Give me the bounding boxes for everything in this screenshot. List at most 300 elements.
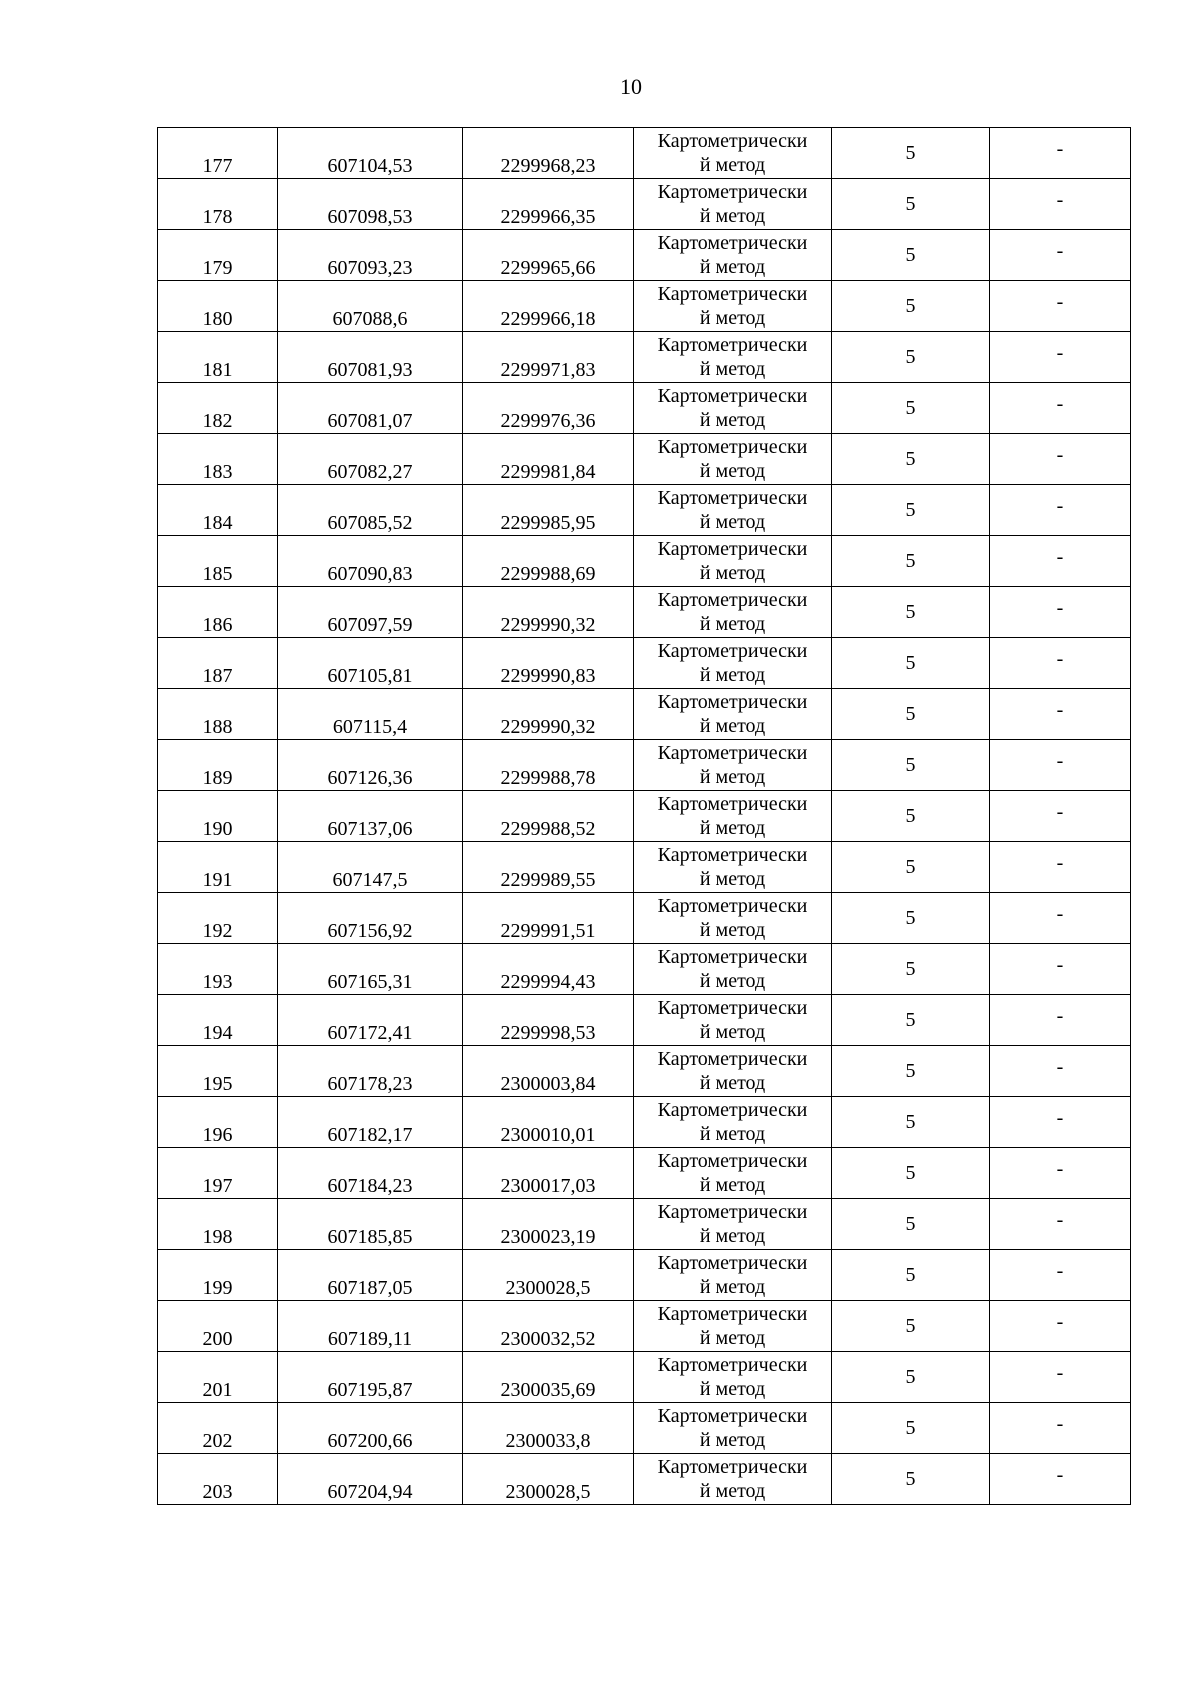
x-coordinate-cell-text: 607187,05 (327, 1277, 413, 1299)
point-number-cell-text: 202 (202, 1430, 233, 1452)
x-coordinate-cell-text: 607156,92 (327, 920, 413, 942)
y-coordinate-cell-text: 2299990,32 (500, 614, 596, 636)
y-coordinate-cell-text: 2299976,36 (500, 410, 596, 432)
y-coordinate-cell (463, 485, 634, 536)
method-cell (634, 740, 832, 791)
precision-cell (832, 740, 990, 791)
method-cell (634, 1046, 832, 1097)
precision-cell-text: 5 (905, 550, 916, 572)
point-number-cell (158, 1046, 278, 1097)
precision-cell (832, 791, 990, 842)
precision-cell-text: 5 (905, 1009, 916, 1031)
x-coordinate-cell (278, 1403, 463, 1454)
note-cell (990, 1454, 1131, 1505)
method-cell-text: Картометрически й метод (657, 1252, 808, 1298)
note-cell-text: - (1056, 1464, 1064, 1486)
x-coordinate-cell-text: 607082,27 (327, 461, 413, 483)
x-coordinate-cell-text: 607115,4 (332, 716, 408, 738)
x-coordinate-cell-text: 607184,23 (327, 1175, 413, 1197)
point-number-cell (158, 1352, 278, 1403)
point-number-cell-text: 188 (202, 716, 233, 738)
method-cell (634, 791, 832, 842)
y-coordinate-cell-text: 2299994,43 (500, 971, 596, 993)
x-coordinate-cell-text: 607126,36 (327, 767, 413, 789)
y-coordinate-cell-text: 2299985,95 (500, 512, 596, 534)
method-cell (634, 281, 832, 332)
point-number-cell (158, 587, 278, 638)
point-number-cell (158, 485, 278, 536)
precision-cell (832, 1454, 990, 1505)
point-number-cell (158, 332, 278, 383)
point-number-cell-text: 200 (202, 1328, 233, 1350)
method-cell-text: Картометрически й метод (657, 997, 808, 1043)
note-cell (990, 1148, 1131, 1199)
note-cell-text: - (1056, 342, 1064, 364)
note-cell-text: - (1056, 393, 1064, 415)
y-coordinate-cell (463, 536, 634, 587)
x-coordinate-cell-text: 607088,6 (332, 308, 408, 330)
method-cell-text: Картометрически й метод (657, 1099, 808, 1145)
point-number-cell-text: 187 (202, 665, 233, 687)
x-coordinate-cell-text: 607178,23 (327, 1073, 413, 1095)
note-cell-text: - (1056, 495, 1064, 517)
y-coordinate-cell-text: 2300017,03 (500, 1175, 596, 1197)
point-number-cell (158, 1097, 278, 1148)
precision-cell-text: 5 (905, 1468, 916, 1490)
x-coordinate-cell-text: 607137,06 (327, 818, 413, 840)
y-coordinate-cell-text: 2300023,19 (500, 1226, 596, 1248)
method-cell-text: Картометрически й метод (657, 1354, 808, 1400)
x-coordinate-cell (278, 485, 463, 536)
point-number-cell-text: 180 (202, 308, 233, 330)
point-number-cell-text: 192 (202, 920, 233, 942)
y-coordinate-cell-text: 2300028,5 (505, 1481, 591, 1503)
point-number-cell (158, 179, 278, 230)
x-coordinate-cell (278, 536, 463, 587)
y-coordinate-cell (463, 587, 634, 638)
x-coordinate-cell (278, 128, 463, 179)
x-coordinate-cell-text: 607185,85 (327, 1226, 413, 1248)
y-coordinate-cell-text: 2299988,78 (500, 767, 596, 789)
precision-cell-text: 5 (905, 1366, 916, 1388)
precision-cell (832, 230, 990, 281)
y-coordinate-cell (463, 1454, 634, 1505)
precision-cell (832, 893, 990, 944)
precision-cell (832, 281, 990, 332)
precision-cell (832, 1097, 990, 1148)
table-row (158, 791, 1131, 842)
x-coordinate-cell-text: 607200,66 (327, 1430, 413, 1452)
x-coordinate-cell-text: 607097,59 (327, 614, 413, 636)
y-coordinate-cell-text: 2299968,23 (500, 155, 596, 177)
y-coordinate-cell-text: 2299990,32 (500, 716, 596, 738)
table-row (158, 1250, 1131, 1301)
method-cell-text: Картометрически й метод (657, 1456, 808, 1502)
point-number-cell (158, 128, 278, 179)
point-number-cell-text: 190 (202, 818, 233, 840)
method-cell (634, 1403, 832, 1454)
y-coordinate-cell (463, 1046, 634, 1097)
x-coordinate-cell-text: 607081,93 (327, 359, 413, 381)
y-coordinate-cell (463, 1097, 634, 1148)
note-cell-text: - (1056, 1362, 1064, 1384)
method-cell-text: Картометрически й метод (657, 1201, 808, 1247)
method-cell-text: Картометрически й метод (657, 283, 808, 329)
point-number-cell (158, 1403, 278, 1454)
x-coordinate-cell (278, 1046, 463, 1097)
note-cell-text: - (1056, 1260, 1064, 1282)
x-coordinate-cell (278, 995, 463, 1046)
point-number-cell-text: 199 (202, 1277, 233, 1299)
note-cell (990, 179, 1131, 230)
method-cell (634, 944, 832, 995)
method-cell-text: Картометрически й метод (657, 1303, 808, 1349)
x-coordinate-cell (278, 1301, 463, 1352)
note-cell-text: - (1056, 1311, 1064, 1333)
x-coordinate-cell-text: 607189,11 (327, 1328, 413, 1350)
method-cell (634, 179, 832, 230)
table-row (158, 281, 1131, 332)
precision-cell-text: 5 (905, 346, 916, 368)
method-cell (634, 638, 832, 689)
table-row (158, 536, 1131, 587)
note-cell (990, 281, 1131, 332)
method-cell (634, 995, 832, 1046)
y-coordinate-cell (463, 740, 634, 791)
y-coordinate-cell (463, 1301, 634, 1352)
y-coordinate-cell (463, 995, 634, 1046)
method-cell (634, 434, 832, 485)
y-coordinate-cell-text: 2299989,55 (500, 869, 596, 891)
note-cell (990, 383, 1131, 434)
method-cell (634, 1352, 832, 1403)
table-row (158, 1046, 1131, 1097)
method-cell-text: Картометрически й метод (657, 1048, 808, 1094)
y-coordinate-cell-text: 2300003,84 (500, 1073, 596, 1095)
y-coordinate-cell (463, 1148, 634, 1199)
y-coordinate-cell (463, 893, 634, 944)
table-row (158, 179, 1131, 230)
method-cell-text: Картометрически й метод (657, 334, 808, 380)
note-cell (990, 1301, 1131, 1352)
note-cell (990, 587, 1131, 638)
point-number-cell (158, 1250, 278, 1301)
note-cell (990, 1097, 1131, 1148)
x-coordinate-cell (278, 434, 463, 485)
note-cell (990, 1352, 1131, 1403)
point-number-cell (158, 638, 278, 689)
y-coordinate-cell (463, 1403, 634, 1454)
x-coordinate-cell (278, 1352, 463, 1403)
x-coordinate-cell (278, 332, 463, 383)
y-coordinate-cell-text: 2300035,69 (500, 1379, 596, 1401)
x-coordinate-cell (278, 587, 463, 638)
note-cell-text: - (1056, 1209, 1064, 1231)
precision-cell (832, 179, 990, 230)
note-cell-text: - (1056, 444, 1064, 466)
y-coordinate-cell-text: 2300010,01 (500, 1124, 596, 1146)
note-cell (990, 485, 1131, 536)
table-row (158, 995, 1131, 1046)
precision-cell-text: 5 (905, 856, 916, 878)
y-coordinate-cell (463, 791, 634, 842)
method-cell-text: Картометрически й метод (657, 844, 808, 890)
point-number-cell-text: 196 (202, 1124, 233, 1146)
y-coordinate-cell (463, 179, 634, 230)
point-number-cell-text: 182 (202, 410, 233, 432)
note-cell-text: - (1056, 750, 1064, 772)
point-number-cell-text: 185 (202, 563, 233, 585)
y-coordinate-cell-text: 2299988,69 (500, 563, 596, 585)
method-cell (634, 689, 832, 740)
x-coordinate-cell-text: 607204,94 (327, 1481, 413, 1503)
point-number-cell (158, 1199, 278, 1250)
y-coordinate-cell-text: 2300032,52 (500, 1328, 596, 1350)
y-coordinate-cell-text: 2300028,5 (505, 1277, 591, 1299)
y-coordinate-cell-text: 2299966,18 (500, 308, 596, 330)
method-cell-text: Картометрически й метод (657, 640, 808, 686)
y-coordinate-cell-text: 2299965,66 (500, 257, 596, 279)
note-cell-text: - (1056, 1413, 1064, 1435)
method-cell (634, 1250, 832, 1301)
y-coordinate-cell (463, 1250, 634, 1301)
y-coordinate-cell-text: 2299981,84 (500, 461, 596, 483)
method-cell-text: Картометрически й метод (657, 691, 808, 737)
table-row (158, 485, 1131, 536)
method-cell-text: Картометрически й метод (657, 436, 808, 482)
table-row (158, 1352, 1131, 1403)
precision-cell (832, 1148, 990, 1199)
x-coordinate-cell (278, 842, 463, 893)
precision-cell (832, 842, 990, 893)
x-coordinate-cell (278, 1199, 463, 1250)
point-number-cell-text: 178 (202, 206, 233, 228)
table-row (158, 1199, 1131, 1250)
precision-cell-text: 5 (905, 754, 916, 776)
y-coordinate-cell-text: 2299998,53 (500, 1022, 596, 1044)
precision-cell (832, 944, 990, 995)
table-row (158, 230, 1131, 281)
precision-cell (832, 1046, 990, 1097)
table-row (158, 434, 1131, 485)
y-coordinate-cell-text: 2299966,35 (500, 206, 596, 228)
method-cell (634, 383, 832, 434)
point-number-cell-text: 198 (202, 1226, 233, 1248)
y-coordinate-cell (463, 434, 634, 485)
precision-cell-text: 5 (905, 1111, 916, 1133)
y-coordinate-cell-text: 2299988,52 (500, 818, 596, 840)
precision-cell (832, 1403, 990, 1454)
y-coordinate-cell (463, 383, 634, 434)
point-number-cell-text: 177 (202, 155, 233, 177)
note-cell-text: - (1056, 1056, 1064, 1078)
point-number-cell (158, 1301, 278, 1352)
note-cell-text: - (1056, 597, 1064, 619)
y-coordinate-cell (463, 281, 634, 332)
method-cell-text: Картометрически й метод (657, 793, 808, 839)
precision-cell-text: 5 (905, 1264, 916, 1286)
point-number-cell (158, 740, 278, 791)
table-row (158, 1148, 1131, 1199)
point-number-cell-text: 191 (202, 869, 233, 891)
x-coordinate-cell (278, 1148, 463, 1199)
table-row (158, 1454, 1131, 1505)
table-row (158, 740, 1131, 791)
precision-cell-text: 5 (905, 499, 916, 521)
precision-cell-text: 5 (905, 1417, 916, 1439)
point-number-cell (158, 536, 278, 587)
point-number-cell-text: 181 (202, 359, 233, 381)
table-row (158, 842, 1131, 893)
note-cell (990, 893, 1131, 944)
x-coordinate-cell (278, 1454, 463, 1505)
x-coordinate-cell-text: 607093,23 (327, 257, 413, 279)
point-number-cell-text: 183 (202, 461, 233, 483)
method-cell-text: Картометрически й метод (657, 538, 808, 584)
method-cell-text: Картометрически й метод (657, 130, 808, 176)
note-cell (990, 689, 1131, 740)
x-coordinate-cell-text: 607098,53 (327, 206, 413, 228)
precision-cell (832, 1250, 990, 1301)
note-cell-text: - (1056, 699, 1064, 721)
note-cell (990, 638, 1131, 689)
table-row (158, 587, 1131, 638)
precision-cell-text: 5 (905, 601, 916, 623)
coordinates-table (157, 127, 1131, 1505)
note-cell (990, 995, 1131, 1046)
point-number-cell (158, 1454, 278, 1505)
y-coordinate-cell-text: 2299990,83 (500, 665, 596, 687)
point-number-cell (158, 383, 278, 434)
x-coordinate-cell (278, 791, 463, 842)
table-row (158, 128, 1131, 179)
x-coordinate-cell (278, 689, 463, 740)
method-cell-text: Картометрически й метод (657, 385, 808, 431)
method-cell-text: Картометрически й метод (657, 487, 808, 533)
precision-cell (832, 587, 990, 638)
point-number-cell-text: 193 (202, 971, 233, 993)
page-number: 10 (620, 74, 642, 99)
table-row (158, 1301, 1131, 1352)
note-cell-text: - (1056, 903, 1064, 925)
precision-cell (832, 995, 990, 1046)
x-coordinate-cell (278, 1097, 463, 1148)
note-cell (990, 1250, 1131, 1301)
note-cell-text: - (1056, 189, 1064, 211)
x-coordinate-cell-text: 607165,31 (327, 971, 413, 993)
note-cell (990, 536, 1131, 587)
method-cell (634, 332, 832, 383)
point-number-cell (158, 689, 278, 740)
method-cell (634, 1148, 832, 1199)
method-cell (634, 1301, 832, 1352)
note-cell (990, 944, 1131, 995)
precision-cell (832, 689, 990, 740)
x-coordinate-cell (278, 740, 463, 791)
point-number-cell-text: 189 (202, 767, 233, 789)
precision-cell-text: 5 (905, 295, 916, 317)
method-cell-text: Картометрически й метод (657, 589, 808, 635)
method-cell-text: Картометрически й метод (657, 895, 808, 941)
method-cell (634, 1454, 832, 1505)
precision-cell-text: 5 (905, 1162, 916, 1184)
x-coordinate-cell (278, 944, 463, 995)
point-number-cell (158, 434, 278, 485)
y-coordinate-cell-text: 2300033,8 (505, 1430, 591, 1452)
point-number-cell (158, 995, 278, 1046)
method-cell (634, 587, 832, 638)
point-number-cell-text: 186 (202, 614, 233, 636)
point-number-cell-text: 201 (202, 1379, 233, 1401)
precision-cell-text: 5 (905, 1213, 916, 1235)
y-coordinate-cell (463, 638, 634, 689)
precision-cell (832, 485, 990, 536)
method-cell (634, 128, 832, 179)
note-cell-text: - (1056, 138, 1064, 160)
x-coordinate-cell-text: 607085,52 (327, 512, 413, 534)
table-row (158, 689, 1131, 740)
point-number-cell-text: 197 (202, 1175, 233, 1197)
point-number-cell (158, 842, 278, 893)
method-cell-text: Картометрически й метод (657, 946, 808, 992)
method-cell (634, 536, 832, 587)
precision-cell-text: 5 (905, 907, 916, 929)
y-coordinate-cell (463, 689, 634, 740)
method-cell (634, 230, 832, 281)
note-cell (990, 791, 1131, 842)
precision-cell-text: 5 (905, 1315, 916, 1337)
precision-cell (832, 332, 990, 383)
precision-cell (832, 638, 990, 689)
method-cell-text: Картометрически й метод (657, 742, 808, 788)
table-row (158, 638, 1131, 689)
table-row (158, 944, 1131, 995)
precision-cell-text: 5 (905, 244, 916, 266)
point-number-cell-text: 179 (202, 257, 233, 279)
note-cell (990, 434, 1131, 485)
x-coordinate-cell-text: 607105,81 (327, 665, 413, 687)
point-number-cell-text: 195 (202, 1073, 233, 1095)
note-cell (990, 332, 1131, 383)
y-coordinate-cell-text: 2299991,51 (500, 920, 596, 942)
note-cell (990, 1199, 1131, 1250)
x-coordinate-cell (278, 638, 463, 689)
precision-cell-text: 5 (905, 448, 916, 470)
method-cell-text: Картометрически й метод (657, 232, 808, 278)
method-cell-text: Картометрически й метод (657, 181, 808, 227)
x-coordinate-cell (278, 383, 463, 434)
point-number-cell (158, 1148, 278, 1199)
precision-cell-text: 5 (905, 397, 916, 419)
note-cell (990, 230, 1131, 281)
method-cell-text: Картометрически й метод (657, 1150, 808, 1196)
precision-cell-text: 5 (905, 1060, 916, 1082)
y-coordinate-cell-text: 2299971,83 (500, 359, 596, 381)
x-coordinate-cell-text: 607090,83 (327, 563, 413, 585)
point-number-cell (158, 230, 278, 281)
note-cell (990, 1403, 1131, 1454)
x-coordinate-cell-text: 607182,17 (327, 1124, 413, 1146)
table-row (158, 893, 1131, 944)
table-row (158, 1097, 1131, 1148)
y-coordinate-cell (463, 128, 634, 179)
precision-cell-text: 5 (905, 703, 916, 725)
method-cell-text: Картометрически й метод (657, 1405, 808, 1451)
precision-cell (832, 383, 990, 434)
note-cell-text: - (1056, 852, 1064, 874)
x-coordinate-cell-text: 607172,41 (327, 1022, 413, 1044)
table-row (158, 332, 1131, 383)
